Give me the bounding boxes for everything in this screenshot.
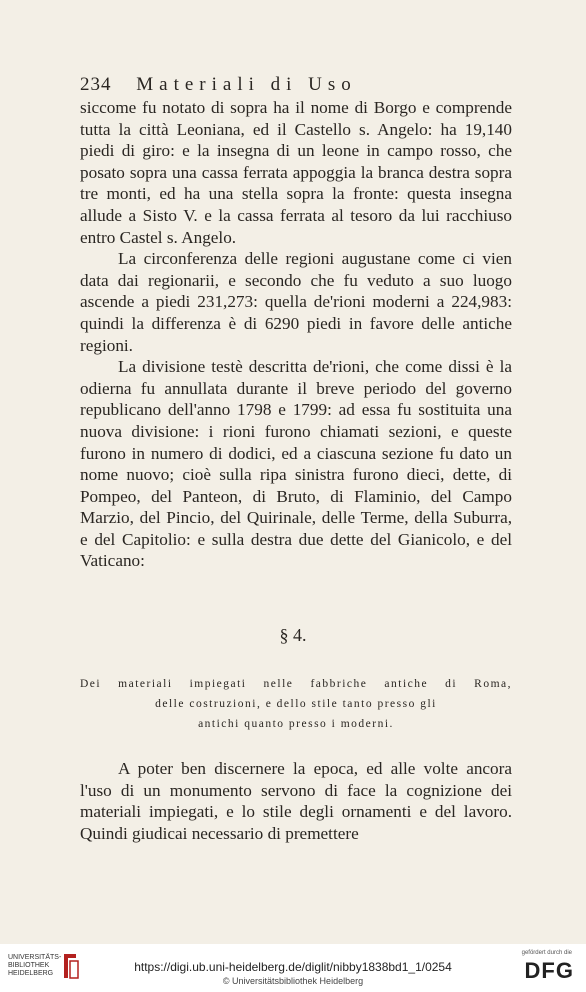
running-head	[80, 74, 520, 96]
page-number: 234	[80, 74, 112, 95]
paragraph-4: A poter ben discernere la epoca, ed alle volte ancora l'uso di un monumento servono di face la cognizione dei materiali impiegati, e lo stile degli ornamenti e del lavoro. Quindi giudicai necessario di premettere	[80, 759, 512, 843]
footer-bar	[0, 944, 586, 992]
heading-line-1: Dei materiali impiegati nelle fabbriche antiche di Roma,	[80, 678, 512, 690]
running-title: Materiali di Uso	[136, 74, 357, 95]
heading-line-2: delle costruzioni, e dello stile tanto presso gli	[155, 698, 437, 710]
paragraph-3: La divisione testè descritta de'rioni, che come dissi è la odierna fu annullata durante il breve periodo del governo republicano dell'anno 1798 e 1799: ad essa fu sostituita una nuova divisione: i rioni furono chiamati sezioni, e queste furono in numero di dodici, ed a ciascuna sezione fu dato un nome nuovo; cioè sulla ripa sinistra furono dieci, dette, di Pompeo, del Panteon, di Bruto, di Flaminio, del Campo Marzio, del Pincio, del Quirinale, delle Terme, della Suburra, e del Capitolio: e sulla destra due dette del Gianicolo, e del Vaticano:	[80, 357, 512, 571]
paragraph-1: siccome fu notato di sopra ha il nome di Borgo e comprende tutta la città Leoniana, ed il Castello s. Angelo: ha 19,140 piedi di giro: e la insegna di un leone in campo rosso, che posato sopra una cassa ferrata appoggia la branca destra sopra tre monti, ed ha una stella sopra la fronte: questa insegna allude a Sisto V. e la cassa ferrata al tesoro da lui racchiuso entro Castel s. Angelo.	[80, 98, 512, 247]
funding-label: gefördert durch die	[521, 950, 572, 956]
copyright-notice: © Universitätsbibliothek Heidelberg	[222, 976, 364, 986]
body-text-2	[80, 758, 512, 844]
permalink-link[interactable]: https://digi.ub.uni-heidelberg.de/diglit/nibby1838bd1_1/0254	[134, 960, 452, 974]
dfg-logo: DFG	[524, 958, 574, 983]
library-logo-text: UNIVERSITÄTS- BIBLIOTHEK HEIDELBERG	[8, 954, 62, 977]
body-text	[80, 97, 512, 572]
heading-line-3: antichi quanto presso i moderni.	[198, 718, 394, 730]
paragraph-2: La circonferenza delle regioni augustane come ci vien data dai regionarii, e secondo che fu veduto a suo luogo ascende a piedi 231,273: quella de'rioni moderni a 224,983: quindi la differenza è di 6290 piedi in favore delle antiche regioni.	[80, 249, 512, 355]
section-number: § 4.	[279, 625, 307, 645]
section-heading	[80, 674, 512, 734]
